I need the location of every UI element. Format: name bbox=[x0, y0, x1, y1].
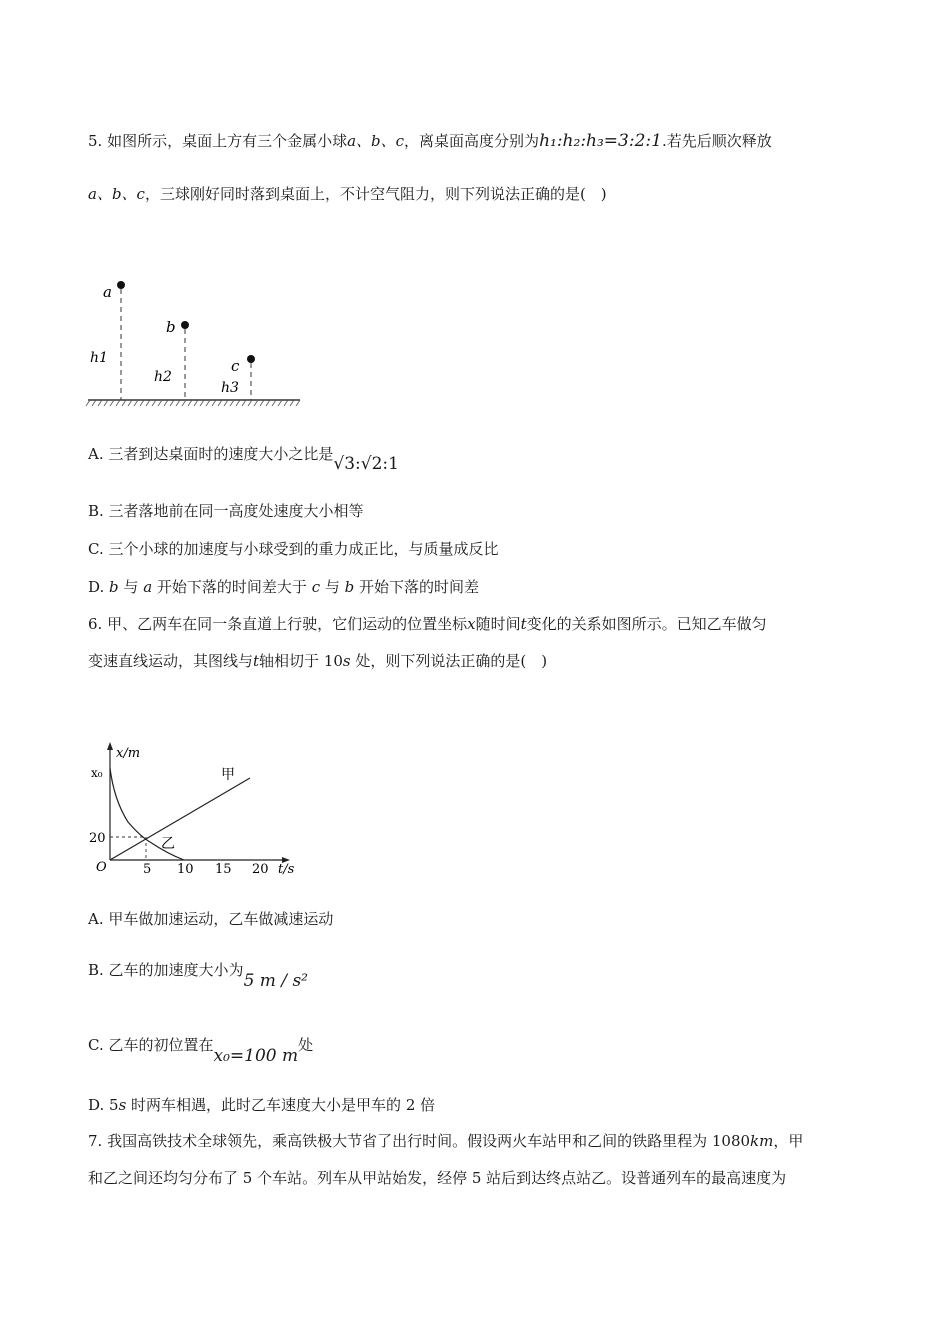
x-axis-label: t/s bbox=[278, 862, 295, 877]
q5-option-a[interactable]: A. 三者到达桌面时的速度大小之比是√3:√2:1 bbox=[88, 445, 399, 474]
ball-b bbox=[181, 321, 189, 329]
ball-a bbox=[117, 281, 125, 289]
height-ratio: h₁:h₂:h₃=3:2:1 bbox=[539, 131, 662, 151]
ground-hatch bbox=[86, 400, 300, 406]
q6-option-d[interactable]: D. 5s 时两车相遇，此时乙车速度大小是甲车的 2 倍 bbox=[88, 1096, 436, 1114]
label-a: a bbox=[103, 283, 112, 301]
q6-option-c[interactable]: C. 乙车的初位置在x₀=100 m处 bbox=[88, 1036, 314, 1066]
q5-option-c[interactable]: C. 三个小球的加速度与小球受到的重力成正比，与质量成反比 bbox=[88, 540, 499, 558]
q6-option-b[interactable]: B. 乙车的加速度大小为5 m / s² bbox=[88, 961, 308, 991]
y-tick-20: 20 bbox=[89, 831, 106, 846]
x-tick-15: 15 bbox=[215, 862, 232, 877]
q5-option-d[interactable]: D. b 与 a 开始下落的时间差大于 c 与 b 开始下落的时间差 bbox=[88, 578, 480, 596]
series-jia-label: 甲 bbox=[221, 767, 235, 783]
x-tick-10: 10 bbox=[177, 862, 194, 877]
label-h3: h3 bbox=[221, 380, 239, 396]
q6-xt-graph bbox=[88, 740, 303, 880]
q7-stem-line2: 和乙之间还均匀分布了 5 个车站。列车从甲站始发，经停 5 站后到达终点站乙。设普通列车的最高速度为 bbox=[88, 1169, 787, 1187]
label-b: b bbox=[166, 318, 176, 336]
y-axis-label: x/m bbox=[116, 746, 141, 761]
q5-stem-line2: a、b、c，三球刚好同时落到桌面上，不计空气阻力，则下列说法正确的是( ) bbox=[88, 185, 607, 203]
q7-stem-line1: 7. 我国高铁技术全球领先，乘高铁极大节省了出行时间。假设两火车站甲和乙间的铁路里程为 1080km，甲 bbox=[88, 1132, 804, 1150]
y-axis-arrow bbox=[107, 742, 113, 750]
q5-option-b[interactable]: B. 三者落地前在同一高度处速度大小相等 bbox=[88, 502, 364, 520]
label-c: c bbox=[231, 357, 240, 375]
series-jia-line bbox=[110, 778, 250, 860]
q6-option-a[interactable]: A. 甲车做加速运动，乙车做减速运动 bbox=[88, 910, 334, 928]
label-h1: h1 bbox=[90, 350, 108, 366]
q5-ball-figure bbox=[84, 275, 304, 410]
q5-stem-line1: 5. 如图所示，桌面上方有三个金属小球a、b、c，离桌面高度分别为h₁:h₂:h₃=3:2:1.若先后顺次释放 bbox=[88, 131, 772, 151]
x-tick-20: 20 bbox=[252, 862, 269, 877]
label-h2: h2 bbox=[154, 369, 172, 385]
q6-stem-line2: 变速直线运动，其图线与t轴相切于 10s 处，则下列说法正确的是( ) bbox=[88, 652, 548, 670]
y-tick-x0: x₀ bbox=[91, 766, 103, 780]
ball-c bbox=[247, 355, 255, 363]
origin-label: O bbox=[96, 860, 107, 875]
q6-stem-line1: 6. 甲、乙两车在同一条直道上行驶，它们运动的位置坐标x随时间t变化的关系如图所示。已知乙车做匀 bbox=[88, 615, 767, 633]
series-yi-label: 乙 bbox=[161, 836, 175, 852]
x-tick-5: 5 bbox=[143, 862, 152, 877]
